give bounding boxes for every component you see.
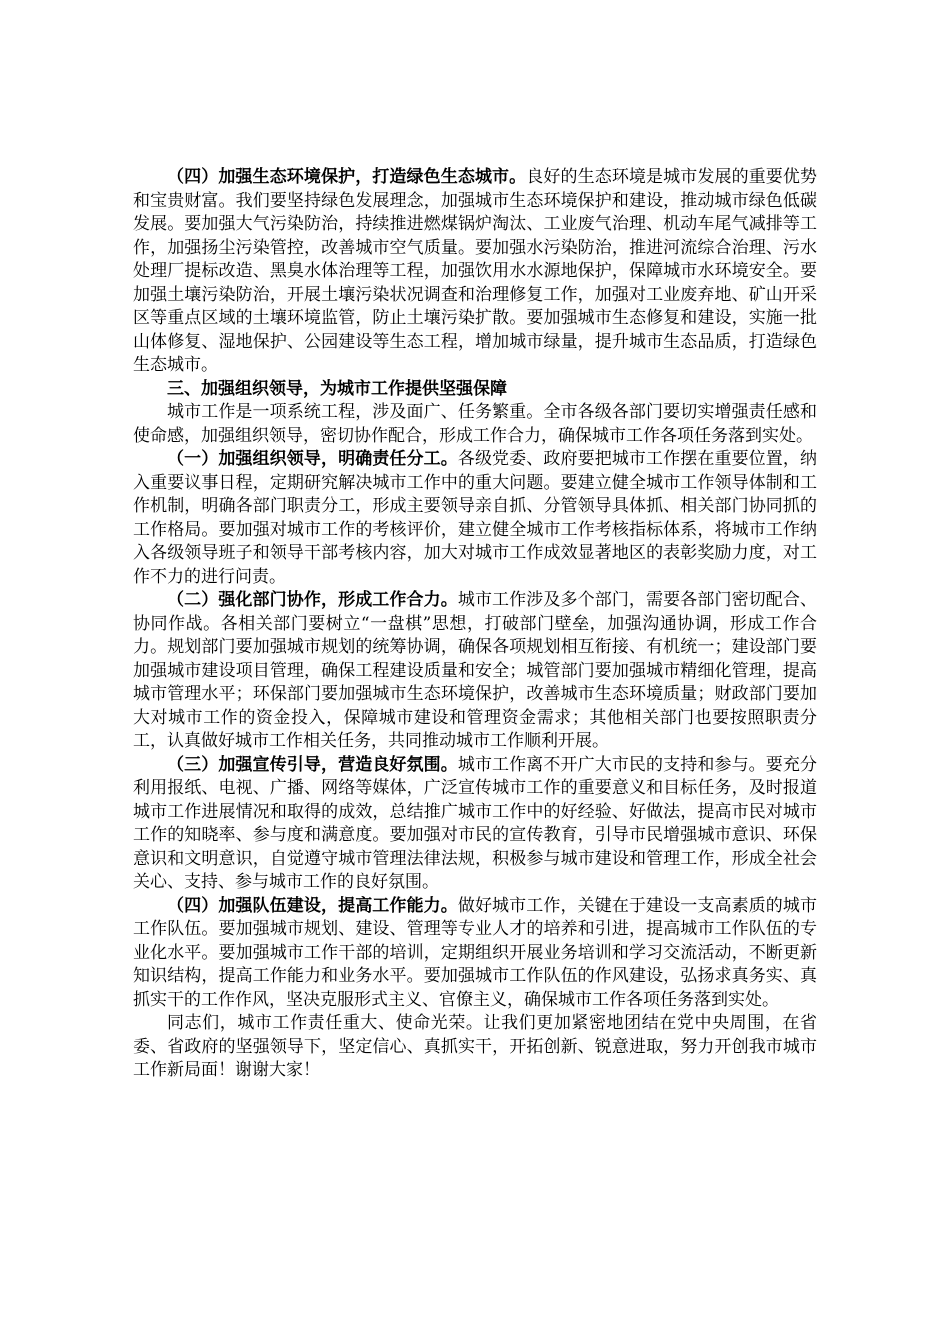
paragraph-text: 城市工作离不开广大市民的支持和参与。要充分利用报纸、电视、广播、网络等媒体，广泛宣传城市工作的重要意义和目标任务，及时报道城市工作进展情况和取得的成效，总结推广城市工作中的好经验、好做法，提高市民对城市工作的知晓率、参与度和满意度。要加强对市民的宣传教育，引导市民增强城市意识、环保意识和文明意识，自觉遵守城市管理法律法规，积极参与城市建设和管理工作，形成全社会关心、支持、参与城市工作的良好氛围。 xyxy=(133,754,818,892)
document-body xyxy=(133,166,817,1083)
paragraph-lead: （四）加强生态环境保护，打造绿色生态城市。 xyxy=(167,167,527,187)
paragraph-text: 同志们，城市工作责任重大、使命光荣。让我们更加紧密地团结在党中央周围，在省委、省政府的坚强领导下，坚定信心、真抓实干，开拓创新、锐意进取，努力开创我市城市工作新局面！谢谢大家！ xyxy=(133,1013,817,1080)
section-heading: 三、加强组织领导，为城市工作提供坚强保障 xyxy=(167,378,507,399)
paragraph-lead: （二）强化部门协作，形成工作合力。 xyxy=(167,590,458,610)
paragraph-eco-protection xyxy=(133,166,817,378)
paragraph-leadership xyxy=(133,448,817,589)
paragraph-collaboration xyxy=(133,589,817,754)
paragraph-team-building xyxy=(133,895,817,1013)
paragraph-lead: （三）加强宣传引导，营造良好氛围。 xyxy=(167,754,458,775)
paragraph-closing xyxy=(133,1012,817,1083)
paragraph-text: 做好城市工作，关键在于建设一支高素质的城市工作队伍。要加强城市规划、建设、管理等专业人才的培养和引进，提高城市工作队伍的专业化水平。要加强城市工作干部的培训，定期组织开展业务培训和学习交流活动，不断更新知识结构，提高工作能力和业务水平。要加强城市工作队伍的作风建设，弘扬求真务实、真抓实干的工作作风，坚决克服形式主义、官僚主义，确保城市工作各项任务落到实处。 xyxy=(133,895,818,1010)
paragraph-section-intro xyxy=(133,401,817,448)
paragraph-text: 各级党委、政府要把城市工作摆在重要位置，纳入重要议事日程，定期研究解决城市工作中的重大问题。要建立健全城市工作领导体制和工作机制，明确各部门职责分工，形成主要领导亲自抓、分管领导具体抓、相关部门协同抓的工作格局。要加强对城市工作的考核评价，建立健全城市工作考核指标体系，将城市工作纳入各级领导班子和领导干部考核内容，加大对城市工作成效显著地区的表彰奖励力度，对工作不力的进行问责。 xyxy=(133,449,818,587)
paragraph-lead: （一）加强组织领导，明确责任分工。 xyxy=(167,449,458,469)
paragraph-text: 城市工作涉及多个部门，需要各部门密切配合、协同作战。各相关部门要树立“一盘棋”思想，打破部门壁垒，加强沟通协调，形成工作合力。规划部门要加强城市规划的统筹协调，确保各项规划相互衔接、有机统一；建设部门要加强城市建设项目管理，确保工程建设质量和安全；城管部门要加强城市精细化管理，提高城市管理水平；环保部门要加强城市生态环境保护，改善城市生态环境质量；财政部门要加大对城市工作的资金投入，保障城市建设和管理资金需求；其他相关部门也要按照职责分工，认真做好城市工作相关任务，共同推动城市工作顺利开展。 xyxy=(133,590,818,751)
paragraph-text: 良好的生态环境是城市发展的重要优势和宝贵财富。我们要坚持绿色发展理念，加强城市生态环境保护和建设，推动城市绿色低碳发展。要加强大气污染防治，持续推进燃煤锅炉淘汰、工业废气治理、机动车尾气减排等工作，加强扬尘污染管控，改善城市空气质量。要加强水污染防治，推进河流综合治理、污水处理厂提标改造、黑臭水体治理等工程，加强饮用水水源地保护，保障城市水环境安全。要加强土壤污染防治，开展土壤污染状况调查和治理修复工作，加强对工业废弃地、矿山开采区等重点区域的土壤环境监管，防止土壤污染扩散。要加强城市生态修复和建设，实施一批山体修复、湿地保护、公园建设等生态工程，增加城市绿量，提升城市生态品质，打造绿色生态城市。 xyxy=(133,167,818,375)
paragraph-publicity xyxy=(133,754,817,895)
paragraph-text: 城市工作是一项系统工程，涉及面广、任务繁重。全市各级各部门要切实增强责任感和使命感，加强组织领导，密切协作配合，形成工作合力，确保城市工作各项任务落到实处。 xyxy=(133,402,817,446)
paragraph-lead: （四）加强队伍建设，提高工作能力。 xyxy=(167,895,458,916)
